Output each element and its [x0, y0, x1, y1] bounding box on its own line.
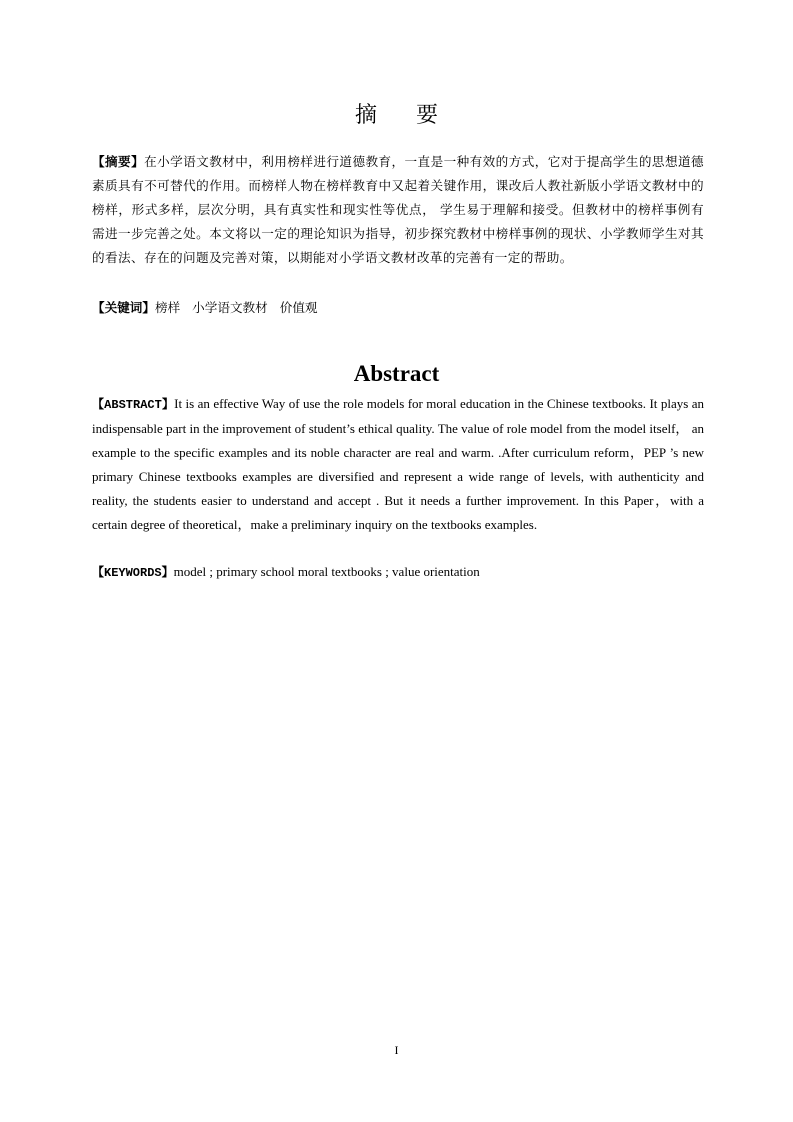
keyword-item: 榜样: [154, 300, 181, 315]
keyword-item: 价值观: [279, 300, 318, 315]
english-title: Abstract: [353, 361, 440, 386]
chinese-keywords-label: 【关键词】: [92, 300, 155, 315]
english-abstract-label: 【ABSTRACT】: [92, 398, 175, 412]
english-keywords-label: 【KEYWORDS】: [92, 566, 174, 580]
english-abstract: [92, 392, 704, 537]
english-abstract-text: It is an effective Way of use the role models for moral education in the Chinese textbooks. It plays an indispensable part in the improvement of student’s ethical quality. The value of role model from the model itself， an example to the specific examples and its noble character are real and warm. .After curriculum reform，PEP ’s new primary Chinese textbooks examples are diversified and represent a wide range of levels, with authenticity and reality, the students easier to understand and accept . But it needs a further improvement. In this Paper，with a certain degree of theoretical，make a preliminary inquiry on the textbooks examples.: [92, 396, 704, 532]
english-keywords: [92, 560, 704, 585]
english-keywords-text: model ; primary school moral textbooks ; value orientation: [173, 564, 480, 579]
chinese-abstract: [92, 150, 704, 270]
chinese-abstract-label: 【摘要】: [92, 154, 145, 169]
chinese-abstract-text: 在小学语文教材中，利用榜样进行道德教育，一直是一种有效的方式，它对于提高学生的思想道德素质具有不可替代的作用。而榜样人物在榜样教育中又起着关键作用，课改后人教社新版小学语文教材中的榜样，形式多样，层次分明，具有真实性和现实性等优点， 学生易于理解和接受。但教材中的榜样事例有需进一步完善之处。本文将以一定的理论知识为指导，初步探究教材中榜样事例的现状、小学教师学生对其的看法、存在的问题及完善对策，以期能对小学语文教材改革的完善有一定的帮助。: [92, 154, 704, 265]
page-number: I: [394, 1043, 399, 1057]
chinese-keywords: [92, 296, 704, 320]
keyword-item: 小学语文教材: [192, 300, 268, 315]
chinese-title: 摘 要: [355, 103, 454, 128]
